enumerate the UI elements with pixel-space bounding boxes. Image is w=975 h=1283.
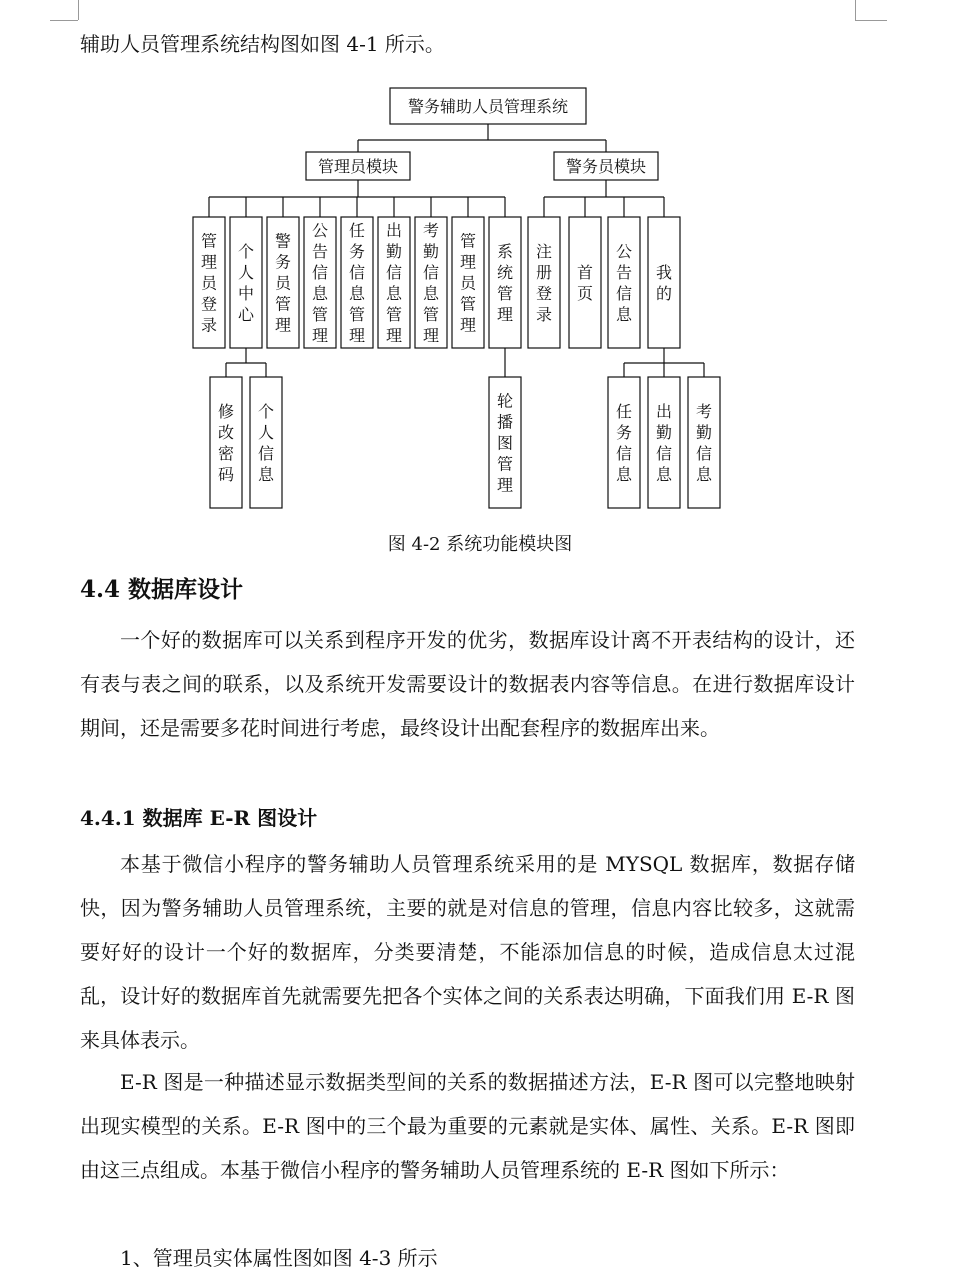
officer-item-2-label: 公告信息 (615, 241, 633, 324)
officer-item-3-sub-2-box (688, 377, 720, 508)
admin-item-8-sub-0-label: 轮播图管理 (496, 391, 514, 495)
officer-item-1-label: 首页 (576, 262, 594, 303)
officer-module-node-label: 警务员模块 (565, 157, 647, 176)
officer-item-3-sub-2-label: 考勤信息 (695, 401, 713, 484)
admin-item-7-label: 管理员管理 (459, 231, 477, 335)
officer-item-3-sub-0-label: 任务信息 (615, 401, 633, 484)
system-module-diagram (0, 80, 960, 520)
paragraph-db-design: 一个好的数据库可以关系到程序开发的优劣，数据库设计离不开表结构的设计，还有表与表之间的联系，以及系统开发需要设计的数据表内容等信息。在进行数据库设计期间，还是需要多花时间进行考虑，最终设计出配套程序的数据库出来。 (80, 628, 855, 740)
admin-item-1-box (230, 217, 262, 348)
officer-item-0-box (528, 217, 560, 348)
list-item-admin-entity: 1、管理员实体属性图如图 4-3 所示 (120, 1246, 438, 1270)
admin-item-1-sub-1-box (250, 377, 282, 508)
page-corner-mark-right-h (855, 20, 887, 21)
admin-item-8-label: 系统管理 (496, 241, 514, 324)
admin-item-2-label: 警务员管理 (274, 231, 292, 335)
figure-caption: 图 4-2 系统功能模块图 (387, 534, 573, 555)
admin-item-5-label: 出勤信息管理 (385, 220, 403, 345)
admin-item-1-sub-1-label: 个人信息 (257, 401, 275, 484)
admin-item-1-sub-0-box (210, 377, 242, 508)
officer-item-3-sub-1-box (648, 377, 680, 508)
root-node-label: 警务辅助人员管理系统 (407, 97, 569, 116)
admin-module-node-label: 管理员模块 (317, 157, 399, 176)
intro-line: 辅助人员管理系统结构图如图 4-1 所示。 (80, 32, 445, 56)
officer-item-3-box (648, 217, 680, 348)
admin-item-3-label: 公告信息管理 (311, 220, 329, 345)
admin-item-1-label: 个人中心 (237, 241, 255, 324)
officer-item-1-box (569, 217, 601, 348)
paragraph-er-definition: E-R 图是一种描述显示数据类型间的关系的数据描述方法，E-R 图可以完整地映射出现实模型的关系。E-R 图中的三个最为重要的元素就是实体、属性、关系。E-R 图即由这三点组成。本基于微信小程序的警务辅助人员管理系统的 E-R 图如下所示： (80, 1070, 855, 1182)
page-corner-mark-left-h (50, 20, 78, 21)
admin-item-6-label: 考勤信息管理 (422, 220, 440, 345)
officer-item-3-label: 我的 (655, 262, 673, 303)
paragraph-er-intro: 本基于微信小程序的警务辅助人员管理系统采用的是 MYSQL 数据库，数据存储快，因为警务辅助人员管理系统，主要的就是对信息的管理，信息内容比较多，这就需要好好的设计一个好的数据库，分类要清楚，不能添加信息的时候，造成信息太过混乱，设计好的数据库首先就需要先把各个实体之间的关系表达明确，下面我们用 E-R 图来具体表示。 (80, 852, 855, 1052)
page-corner-mark-right (855, 0, 856, 20)
admin-item-0-label: 管理员登录 (200, 231, 218, 335)
page-corner-mark-left (78, 0, 79, 20)
officer-item-3-sub-1-label: 出勤信息 (655, 401, 673, 484)
officer-item-2-box (608, 217, 640, 348)
officer-item-3-sub-0-box (608, 377, 640, 508)
officer-item-0-label: 注册登录 (535, 241, 553, 324)
section-heading: 4.4 数据库设计 (80, 576, 244, 603)
admin-item-1-sub-0-label: 修改密码 (217, 401, 235, 484)
subsection-heading: 4.4.1 数据库 E-R 图设计 (80, 806, 318, 830)
admin-item-4-label: 任务信息管理 (348, 220, 366, 345)
admin-item-8-box (489, 217, 521, 348)
